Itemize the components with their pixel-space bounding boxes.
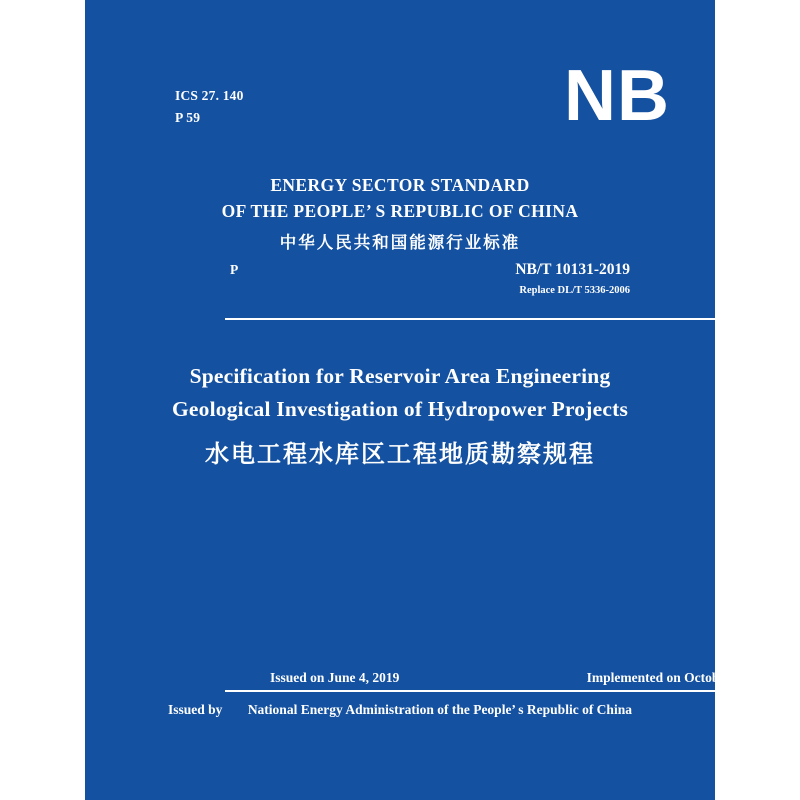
standard-header-line2: OF THE PEOPLE’ S REPUBLIC OF CHINA: [221, 201, 579, 221]
divider-top: [225, 318, 785, 320]
standard-code-row: [175, 262, 670, 308]
classification-code: P 59: [175, 110, 201, 125]
issuing-organization: National Energy Administration of the People’ s Republic of China: [247, 702, 632, 717]
standard-header: [85, 172, 715, 255]
replaced-standard: Replace DL/T 5336-2006: [519, 285, 630, 296]
issued-by-row: [85, 702, 715, 718]
title-chinese: 水电工程水库区工程地质勘察规程: [205, 442, 595, 468]
issued-by-label: Issued by: [168, 702, 223, 717]
title-en-line1: Specification for Reservoir Area Engineering: [189, 364, 611, 388]
ics-classification-block: [175, 85, 244, 129]
nb-logo: NB: [564, 56, 670, 136]
date-row: [225, 670, 785, 686]
standard-number-block: [515, 260, 630, 300]
standard-header-line1: ENERGY SECTOR STANDARD: [270, 175, 530, 195]
issued-date: Issued on June 4, 2019: [270, 670, 400, 685]
standard-number: NB/T 10131-2019: [515, 261, 630, 278]
implemented-date: Implemented on October 1, 2019: [586, 670, 775, 685]
standard-header-chinese: 中华人民共和国能源行业标准: [279, 233, 521, 252]
standard-cover: [85, 0, 775, 800]
document-title: [85, 360, 715, 472]
ics-code: ICS 27. 140: [175, 88, 244, 103]
section-letter: P: [230, 262, 239, 277]
title-en-line2: Geological Investigation of Hydropower Projects: [171, 397, 629, 421]
divider-bottom: [225, 690, 785, 692]
